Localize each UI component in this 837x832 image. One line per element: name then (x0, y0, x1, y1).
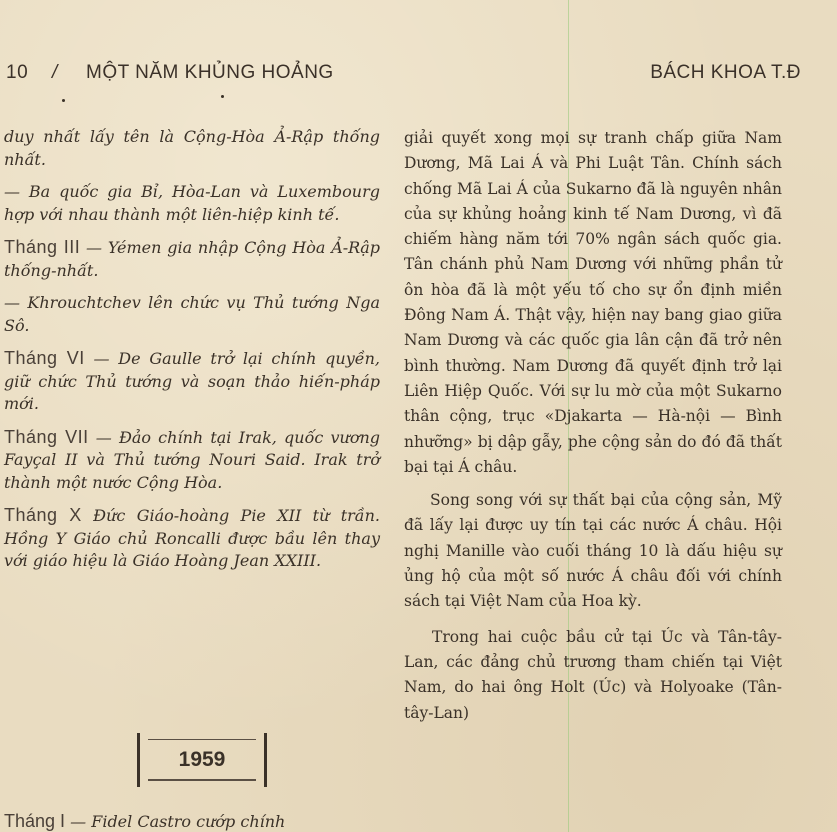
month-heading: Tháng I (4, 811, 66, 831)
chapter-title: MỘT NĂM KHỦNG HOẢNG (86, 62, 334, 83)
year-label: 1959 (148, 739, 256, 781)
paragraph (4, 236, 380, 282)
paragraph: giải quyết xong mọi sự tranh chấp giữa Nam Dương, Mã Lai Á và Phi Luật Tân. Chính sách chống Mã Lai Á của Sukarno đã là nguyên nhân của sự khủng hoảng kinh tế Nam Dương, vì đã chiếm hàng năm tới 70% ngân sách quốc gia. Tân chánh phủ Nam Dương với những phần tử ôn hòa đã là một yếu tố cho sự ổn định miền Đông Nam Á. Thật vậy, hiện nay bang giao giữa Nam Dương và các quốc gia lân cận đã trở nên bình thường. Nam Dương đã quyết định trở lại Liên Hiệp Quốc. Với sự lu mờ của một Sukarno thân cộng, trục «Djakarta — Hà-nội — Bình nhưỡng» bị dập gẫy, phe cộng sản do đó đã thất bại tại Á châu. (404, 129, 782, 476)
ink-speck (221, 95, 224, 98)
paragraph: — Khrouchtchev lên chức vụ Thủ tướng Nga Sô. (4, 293, 380, 335)
paragraph: Trong hai cuộc bầu cử tại Úc và Tân-tây-Lan, các đảng chủ trương tham chiến tại Việt Nam, do hai ông Holt (Úc) và Holyoake (Tân-tây-Lan) (404, 627, 782, 722)
paragraph: duy nhất lấy tên là Cộng-Hòa Ả-Rập thống nhất. (4, 127, 380, 169)
month-heading: Tháng VII (4, 426, 89, 447)
month-heading: Tháng III (4, 237, 81, 257)
paragraph: Song song với sự thất bại của cộng sản, Mỹ đã lấy lại được uy tín tại các nước Á châu. Hội nghị Manille vào cuối tháng 10 là dấu hiệu sự ủng hộ của một số nước Á châu đối với chính sách tại Việt Nam của Hoa kỳ. (404, 491, 782, 611)
entry-text: — De Gaulle trở lại chính quyền, giữ chức Thủ tướng và soạn thảo hiến-pháp mới. (4, 349, 381, 413)
paragraph (4, 504, 380, 573)
paragraph: — Ba quốc gia Bỉ, Hòa-Lan và Luxembourg hợp với nhau thành một liên-hiệp kinh tế. (4, 182, 380, 224)
paragraph (4, 811, 384, 832)
header-separator: / (52, 62, 58, 83)
publication-name: BÁCH KHOA T.Đ (650, 62, 801, 83)
year-box (137, 733, 267, 787)
month-heading: Tháng X (4, 505, 82, 525)
entry-text: Đức Giáo-hoàng Pie XII từ trần. Hồng Y Giáo chủ Roncalli được bầu lên thay với giáo hiệu là Giáo Hoàng Jean XXIII. (4, 506, 380, 570)
entry-text: — Fidel Castro cướp chính (65, 812, 286, 831)
paragraph (4, 347, 380, 416)
left-column (4, 126, 380, 573)
right-column (404, 126, 782, 726)
month-heading: Tháng VI (4, 348, 85, 368)
running-header (6, 62, 831, 90)
page-number: 10 (6, 62, 29, 83)
entry-text: — Yémen gia nhập Cộng Hòa Ả-Rập thống-nhất. (4, 238, 380, 280)
ink-speck (62, 99, 65, 102)
entry-text: — Đảo chính tại Irak, quốc vương Fayçal II và Thủ tướng Nouri Said. Irak trở thành một nước Cộng Hòa. (4, 427, 381, 492)
paragraph (4, 426, 380, 495)
